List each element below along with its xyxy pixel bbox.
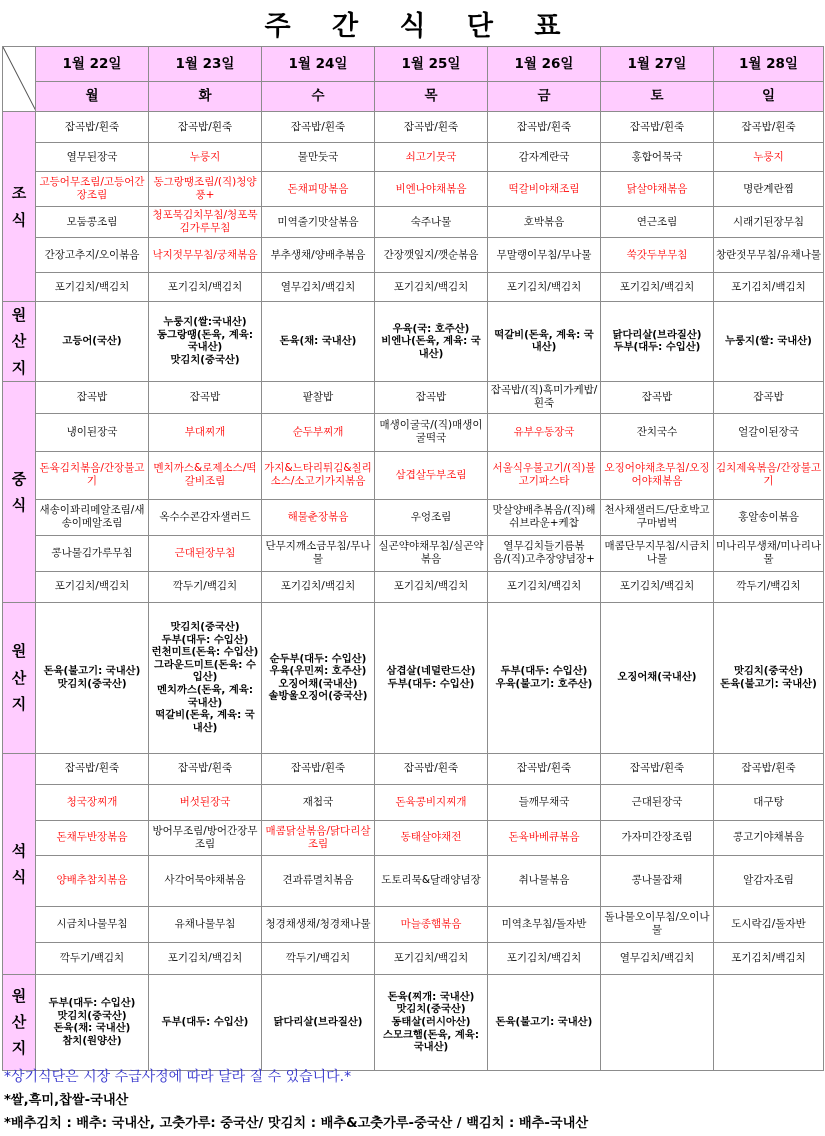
menu-item-cell: 포기김치/백김치: [375, 273, 488, 302]
origin-cell: 돈육(채: 국내산): [262, 302, 375, 382]
menu-item-cell: 돈육김치볶음/간장불고기: [36, 451, 149, 499]
origin-cell: 누룽지(쌀:국내산) 동그랑땡(돈육, 계육: 국내산) 맛김치(중국산): [149, 302, 262, 382]
menu-item-cell: 누룽지: [714, 143, 824, 172]
menu-item-cell: 청포묵김치무침/청포묵김가루무침: [149, 207, 262, 238]
menu-item-cell: 낙지젓무무침/궁채볶음: [149, 238, 262, 273]
menu-item-cell: 동그랑땡조림/(직)청양풍+: [149, 172, 262, 207]
date-header: 1월 26일: [488, 47, 601, 82]
breakfast-row: [3, 273, 824, 302]
origin-cell: 두부(대두: 수입산) 우육(불고기: 호주산): [488, 602, 601, 753]
kimchi-origin-note: *배추김치 : 배추: 국내산, 고춧가루: 중국산/ 맛김치 : 배추&고춧가루-중국산 / 백김치 : 배추-국내산: [4, 1116, 589, 1131]
origin-cell: 떡갈비(돈육, 계육: 국내산): [488, 302, 601, 382]
menu-item-cell: 사각어묵야채볶음: [149, 855, 262, 906]
menu-item-cell: 잡곡밥: [375, 381, 488, 413]
menu-item-cell: 매콤닭살볶음/닭다리살조림: [262, 820, 375, 855]
origin-cell: [601, 974, 714, 1070]
supply-notice: *상기식단은 시장 수급사정에 따라 달라 질 수 있습니다.*: [4, 1069, 352, 1085]
menu-item-cell: 청국장찌개: [36, 784, 149, 820]
menu-item-cell: 포기김치/백김치: [149, 273, 262, 302]
menu-item-cell: 잡곡밥/흰죽: [149, 112, 262, 143]
breakfast-origin-label: 원 산 지: [3, 302, 36, 382]
menu-item-cell: 포기김치/백김치: [488, 273, 601, 302]
menu-item-cell: 돌나물오이무침/오이나물: [601, 906, 714, 942]
lunch-row: [3, 413, 824, 451]
menu-item-cell: 오징어야채초무침/오징어야채볶음: [601, 451, 714, 499]
weekly-menu-table: [2, 46, 824, 1071]
menu-item-cell: 돈채피망볶음: [262, 172, 375, 207]
menu-item-cell: 방어무조림/방어간장무조림: [149, 820, 262, 855]
menu-item-cell: 고등어무조림/고등어간장조림: [36, 172, 149, 207]
menu-item-cell: 연근조림: [601, 207, 714, 238]
breakfast-row: [3, 207, 824, 238]
origin-cell: 순두부(대두: 수입산) 우육(우민찌: 호주산) 오징어채(국내산) 솔방울오징어(중국산): [262, 602, 375, 753]
menu-item-cell: 포기김치/백김치: [149, 942, 262, 974]
menu-item-cell: 천사채샐러드/단호박고구마범벅: [601, 499, 714, 535]
weekday-header: 일: [714, 81, 824, 111]
menu-item-cell: 닭살야채볶음: [601, 172, 714, 207]
menu-item-cell: 순두부찌개: [262, 413, 375, 451]
menu-item-cell: 맛살양배추볶음/(직)해쉬브라운+케찹: [488, 499, 601, 535]
menu-item-cell: 미나리무생채/미나리나물: [714, 535, 824, 571]
menu-item-cell: 열무김치/백김치: [262, 273, 375, 302]
menu-item-cell: 잡곡밥/흰죽: [375, 753, 488, 784]
lunch-row: [3, 381, 824, 413]
menu-item-cell: 우엉조림: [375, 499, 488, 535]
menu-item-cell: 단무지깨소금무침/무나물: [262, 535, 375, 571]
dinner-label: 석 식: [3, 753, 36, 974]
menu-item-cell: 잡곡밥: [36, 381, 149, 413]
menu-item-cell: 들깨무채국: [488, 784, 601, 820]
menu-item-cell: 부추생채/양배추볶음: [262, 238, 375, 273]
date-header: 1월 25일: [375, 47, 488, 82]
weekday-header: 화: [149, 81, 262, 111]
lunch-row: [3, 571, 824, 602]
menu-item-cell: 비엔나야채볶음: [375, 172, 488, 207]
date-header: 1월 23일: [149, 47, 262, 82]
menu-item-cell: 양배추참치볶음: [36, 855, 149, 906]
menu-item-cell: 옥수수콘감자샐러드: [149, 499, 262, 535]
menu-item-cell: 냉이된장국: [36, 413, 149, 451]
menu-item-cell: 부대찌개: [149, 413, 262, 451]
menu-item-cell: 잡곡밥/흰죽: [601, 112, 714, 143]
menu-item-cell: 견과류멸치볶음: [262, 855, 375, 906]
date-header: 1월 24일: [262, 47, 375, 82]
menu-item-cell: 돈채두반장볶음: [36, 820, 149, 855]
menu-item-cell: 유부우동장국: [488, 413, 601, 451]
menu-item-cell: 매콤단무지무침/시금치나물: [601, 535, 714, 571]
menu-item-cell: 쑥갓두부무침: [601, 238, 714, 273]
breakfast-row: [3, 172, 824, 207]
menu-item-cell: 포기김치/백김치: [375, 942, 488, 974]
menu-item-cell: 팥찰밥: [262, 381, 375, 413]
menu-item-cell: 잡곡밥/흰죽: [601, 753, 714, 784]
menu-item-cell: 숙주나물: [375, 207, 488, 238]
origin-cell: 돈육(찌개: 국내산) 맛김치(중국산) 동태살(러시아산) 스모크햄(돈육, 계육: 국내산): [375, 974, 488, 1070]
menu-item-cell: 포기김치/백김치: [36, 273, 149, 302]
origin-cell: 맛김치(중국산) 돈육(불고기: 국내산): [714, 602, 824, 753]
menu-item-cell: 잡곡밥/흰죽: [714, 112, 824, 143]
menu-item-cell: 포기김치/백김치: [601, 571, 714, 602]
menu-item-cell: 포기김치/백김치: [714, 273, 824, 302]
menu-item-cell: 알감자조림: [714, 855, 824, 906]
lunch-row: [3, 451, 824, 499]
origin-cell: [714, 974, 824, 1070]
menu-item-cell: 잡곡밥/흰죽: [714, 753, 824, 784]
lunch-origin-label: 원 산 지: [3, 602, 36, 753]
menu-item-cell: 포기김치/백김치: [262, 571, 375, 602]
origin-cell: 두부(대두: 수입산) 맛김치(중국산) 돈육(채: 국내산) 참치(원양산): [36, 974, 149, 1070]
menu-item-cell: 잡곡밥/흰죽: [149, 753, 262, 784]
lunch-label: 중 식: [3, 381, 36, 602]
date-header: 1월 27일: [601, 47, 714, 82]
menu-item-cell: 깍두기/백김치: [36, 942, 149, 974]
dinner-origin-row: [3, 974, 824, 1070]
lunch-row: [3, 535, 824, 571]
menu-item-cell: 포기김치/백김치: [36, 571, 149, 602]
weekday-header: 수: [262, 81, 375, 111]
origin-cell: 돈육(불고기: 국내산): [488, 974, 601, 1070]
weekday-header: 월: [36, 81, 149, 111]
menu-item-cell: 콩고기야채볶음: [714, 820, 824, 855]
page-title: 주 간 식 단 표: [264, 10, 577, 42]
origin-cell: 누룽지(쌀: 국내산): [714, 302, 824, 382]
menu-item-cell: 잡곡밥/흰죽: [36, 753, 149, 784]
menu-item-cell: 근대된장무침: [149, 535, 262, 571]
menu-item-cell: 새송이꽈리메알조림/새송이메알조림: [36, 499, 149, 535]
dinner-origin-label: 원 산 지: [3, 974, 36, 1070]
lunch-origin-row: [3, 602, 824, 753]
menu-item-cell: 재첩국: [262, 784, 375, 820]
date-header: 1월 22일: [36, 47, 149, 82]
rice-origin-note: *쌀,흑미,찹쌀-국내산: [4, 1093, 129, 1108]
menu-item-cell: 해물춘장볶음: [262, 499, 375, 535]
menu-item-cell: 김치제육볶음/간장불고기: [714, 451, 824, 499]
menu-item-cell: 포기김치/백김치: [488, 571, 601, 602]
origin-cell: 삼겹살(네덜란드산) 두부(대두: 수입산): [375, 602, 488, 753]
menu-item-cell: 간장고추지/오이볶음: [36, 238, 149, 273]
origin-cell: 오징어채(국내산): [601, 602, 714, 753]
menu-item-cell: 매생이굴국/(직)매생이굴떡국: [375, 413, 488, 451]
menu-item-cell: 포기김치/백김치: [488, 942, 601, 974]
date-header: 1월 28일: [714, 47, 824, 82]
breakfast-row: [3, 112, 824, 143]
footnotes: [4, 1066, 822, 1135]
menu-item-cell: 포기김치/백김치: [601, 273, 714, 302]
corner-cell: [3, 47, 36, 112]
menu-item-cell: 명란계란찜: [714, 172, 824, 207]
dinner-row: [3, 855, 824, 906]
origin-cell: 두부(대두: 수입산): [149, 974, 262, 1070]
menu-item-cell: 삼겹살두부조림: [375, 451, 488, 499]
diagonal-line-icon: [3, 47, 36, 111]
origin-cell: 돈육(불고기: 국내산) 맛김치(중국산): [36, 602, 149, 753]
dinner-row: [3, 784, 824, 820]
menu-item-cell: 잡곡밥/흰죽: [262, 753, 375, 784]
menu-item-cell: 가자미간장조림: [601, 820, 714, 855]
menu-item-cell: 간장깻잎지/깻순볶음: [375, 238, 488, 273]
weekday-header-row: [3, 81, 824, 111]
menu-item-cell: 잡곡밥/(직)흑미가케밥/흰죽: [488, 381, 601, 413]
menu-item-cell: 포기김치/백김치: [714, 942, 824, 974]
menu-item-cell: 도시락김/돌자반: [714, 906, 824, 942]
menu-item-cell: 깍두기/백김치: [262, 942, 375, 974]
menu-item-cell: 홍합어묵국: [601, 143, 714, 172]
menu-item-cell: 돈육콩비지찌개: [375, 784, 488, 820]
menu-item-cell: 창란젓무무침/유채나물: [714, 238, 824, 273]
dinner-row: [3, 753, 824, 784]
breakfast-row: [3, 143, 824, 172]
menu-item-cell: 청경채생채/청경채나물: [262, 906, 375, 942]
origin-cell: 닭다리살(브라질산) 두부(대두: 수입산): [601, 302, 714, 382]
menu-item-cell: 잡곡밥/흰죽: [36, 112, 149, 143]
menu-item-cell: 잡곡밥/흰죽: [488, 112, 601, 143]
origin-cell: 우육(국: 호주산) 비엔나(돈육, 계육: 국내산): [375, 302, 488, 382]
menu-item-cell: 유채나물무침: [149, 906, 262, 942]
menu-item-cell: 미역초무침/돌자반: [488, 906, 601, 942]
menu-item-cell: 잡곡밥: [601, 381, 714, 413]
menu-item-cell: 돈육바베큐볶음: [488, 820, 601, 855]
menu-item-cell: 시래기된장무침: [714, 207, 824, 238]
lunch-row: [3, 499, 824, 535]
menu-item-cell: 쇠고기뭇국: [375, 143, 488, 172]
menu-item-cell: 포기김치/백김치: [375, 571, 488, 602]
weekday-header: 토: [601, 81, 714, 111]
menu-item-cell: 호박볶음: [488, 207, 601, 238]
breakfast-row: [3, 238, 824, 273]
menu-item-cell: 콩나물김가루무침: [36, 535, 149, 571]
origin-cell: 맛김치(중국산) 두부(대두: 수입산) 런천미트(돈육: 수입산) 그라운드미트(돈육: 수입산) 멘치까스(돈육, 계육: 국내산) 떡갈비(돈육, 계육: 국내산): [149, 602, 262, 753]
menu-item-cell: 열무김치/백김치: [601, 942, 714, 974]
menu-item-cell: 떡갈비야채조림: [488, 172, 601, 207]
menu-item-cell: 깍두기/백김치: [714, 571, 824, 602]
breakfast-origin-row: [3, 302, 824, 382]
menu-item-cell: 물만둣국: [262, 143, 375, 172]
weekday-header: 목: [375, 81, 488, 111]
weekday-header: 금: [488, 81, 601, 111]
menu-item-cell: 잡곡밥/흰죽: [262, 112, 375, 143]
dinner-row: [3, 820, 824, 855]
menu-item-cell: 모둠콩조림: [36, 207, 149, 238]
menu-item-cell: 열무김치들기름볶음/(직)고추장양념장+: [488, 535, 601, 571]
menu-item-cell: 열무된장국: [36, 143, 149, 172]
menu-item-cell: 잔치국수: [601, 413, 714, 451]
menu-item-cell: 서울식우불고기/(직)불고기파스타: [488, 451, 601, 499]
menu-item-cell: 도토리묵&달래양념장: [375, 855, 488, 906]
menu-item-cell: 홍알송이볶음: [714, 499, 824, 535]
origin-cell: 닭다리살(브라질산): [262, 974, 375, 1070]
menu-item-cell: 콩나물잡채: [601, 855, 714, 906]
menu-item-cell: 동태살야채전: [375, 820, 488, 855]
menu-item-cell: 실곤약야채무침/실곤약볶음: [375, 535, 488, 571]
menu-item-cell: 마늘종햄볶음: [375, 906, 488, 942]
menu-item-cell: 감자계란국: [488, 143, 601, 172]
menu-item-cell: 잡곡밥: [149, 381, 262, 413]
dinner-row: [3, 906, 824, 942]
menu-item-cell: 취나물볶음: [488, 855, 601, 906]
menu-item-cell: 근대된장국: [601, 784, 714, 820]
menu-item-cell: 잡곡밥/흰죽: [488, 753, 601, 784]
origin-cell: 고등어(국산): [36, 302, 149, 382]
menu-item-cell: 얼갈이된장국: [714, 413, 824, 451]
menu-item-cell: 시금치나물무침: [36, 906, 149, 942]
menu-item-cell: 멘치까스&로제소스/떡갈비조림: [149, 451, 262, 499]
menu-item-cell: 깍두기/백김치: [149, 571, 262, 602]
menu-item-cell: 잡곡밥/흰죽: [375, 112, 488, 143]
date-header-row: [3, 47, 824, 82]
dinner-row: [3, 942, 824, 974]
menu-item-cell: 버섯된장국: [149, 784, 262, 820]
menu-item-cell: 무말랭이무침/무나물: [488, 238, 601, 273]
menu-item-cell: 미역줄기맛살볶음: [262, 207, 375, 238]
menu-item-cell: 대구탕: [714, 784, 824, 820]
menu-item-cell: 가지&느타리튀김&칠리소스/소고기가지볶음: [262, 451, 375, 499]
menu-item-cell: 잡곡밥: [714, 381, 824, 413]
menu-item-cell: 누룽지: [149, 143, 262, 172]
breakfast-label: 조 식: [3, 112, 36, 302]
